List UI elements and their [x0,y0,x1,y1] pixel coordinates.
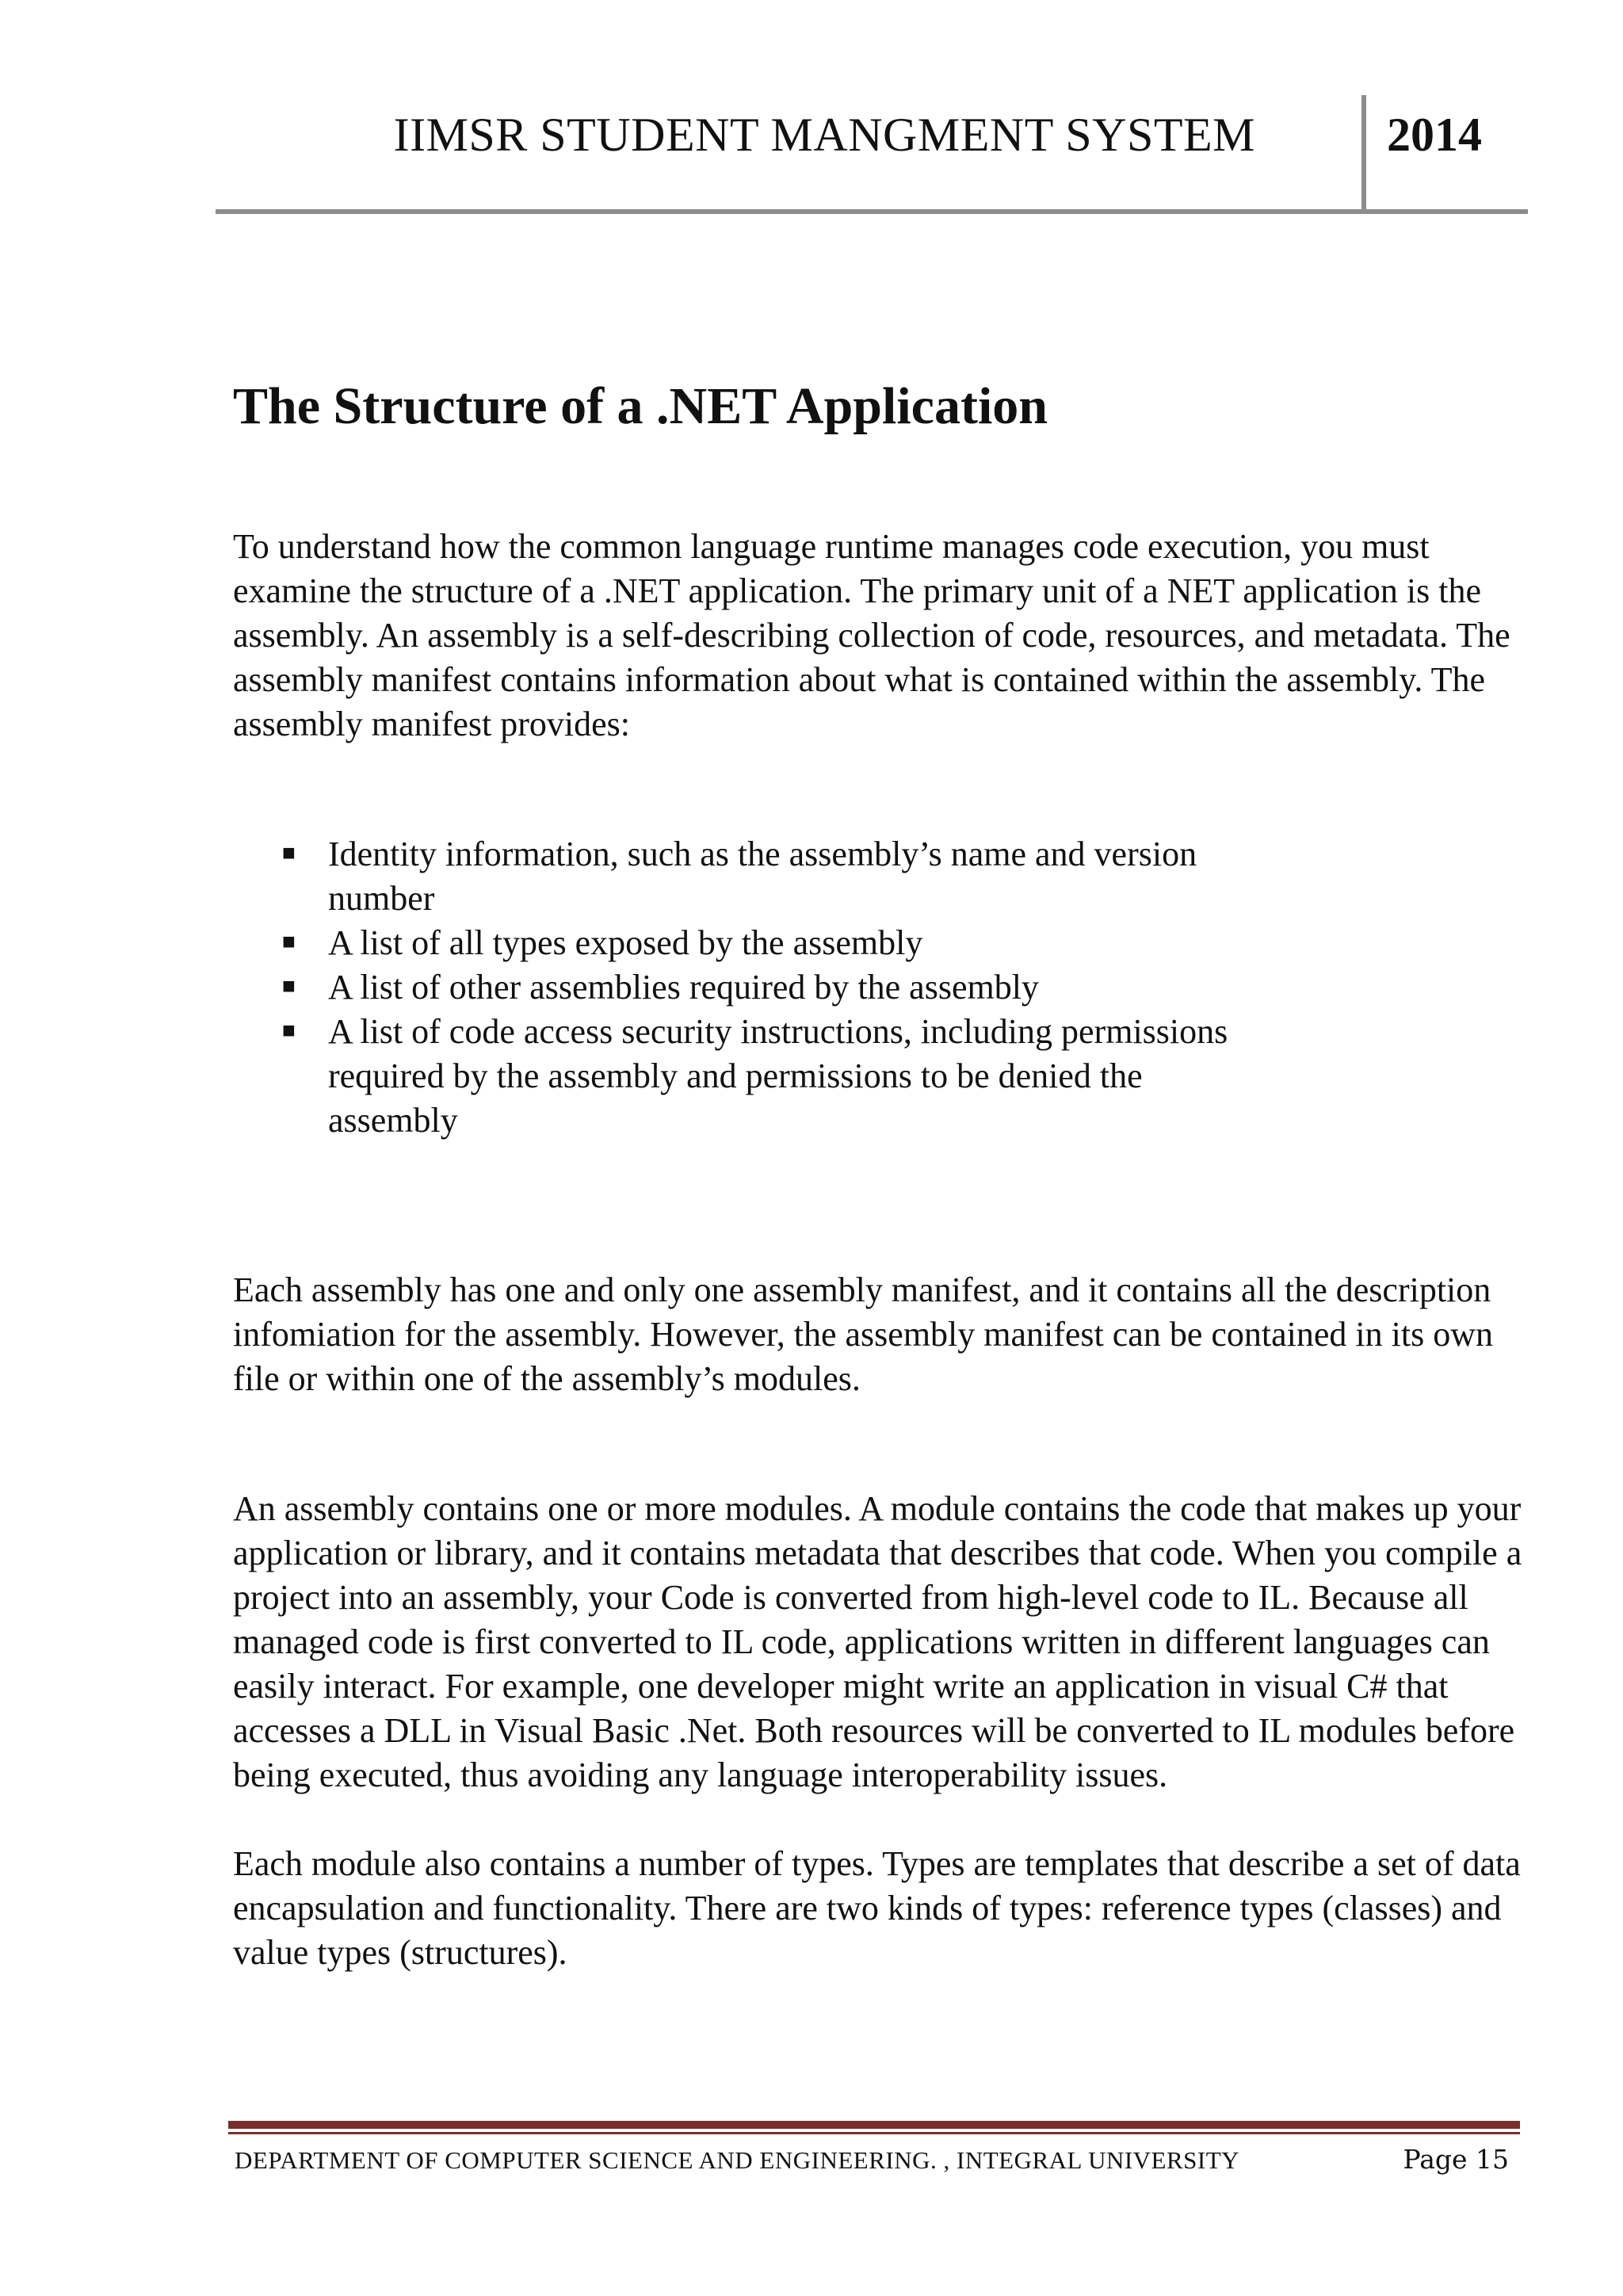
list-item [281,832,1279,921]
page-header [216,94,1528,211]
page-footer [228,2121,1520,2184]
list-item-text: A list of code access security instructions, including permissions required by the assembly and permissions to be denied the assembly [328,1012,1228,1140]
square-bullet-icon: ■ [282,841,296,865]
intro-paragraph: To understand how the common language runtime manages code execution, you must examine the structure of a .NET application. The primary unit of a NET application is the assembly. An assembly is a self-describing collection of code, resources, and metadata. The assembly manifest contains information about what is contained within the assembly. The assembly manifest provides: [233,527,1510,743]
manifest-list [281,832,1279,1143]
list-item-text: Identity information, such as the assembly’s name and version number [328,835,1197,918]
footer-rule-thin [228,2132,1520,2134]
header-rule [216,209,1528,214]
header-year: 2014 [1387,109,1482,161]
types-paragraph: Each module also contains a number of types. Types are templates that describe a set of data encapsulation and functionality. There are two kinds of types: reference types (classes) and value types (structures). [233,1844,1521,1972]
list-item [281,1010,1279,1143]
list-item-text: A list of other assemblies required by the assembly [328,968,1039,1007]
modules-paragraph: An assembly contains one or more modules. A module contains the code that makes up your application or library, and it contains metadata that describes that code. When you compile a project into an assembly, your Code is converted from high-level code to IL. Because all managed code is first converted to IL code, applications written in different languages can easily interact. For example, one developer might write an application in visual C# that accesses a DLL in Visual Basic .Net. Both resources will be converted to IL modules before being executed, thus avoiding any language interoperability issues. [233,1489,1522,1794]
square-bullet-icon: ■ [282,930,296,954]
page-title: The Structure of a .NET Application [233,377,1048,435]
list-item [281,921,1279,965]
list-item [281,965,1279,1010]
footer-department: DEPARTMENT OF COMPUTER SCIENCE AND ENGINEERING. , INTEGRAL UNIVERSITY [235,2146,1240,2174]
page-number: Page 15 [1403,2144,1509,2175]
list-item-text: A list of all types exposed by the assembly [328,923,923,962]
square-bullet-icon: ■ [282,1018,296,1043]
page-body [233,372,1533,1975]
manifest-paragraph: Each assembly has one and only one assembly manifest, and it contains all the description infomiation for the assembly. However, the assembly manifest can be contained in its own file or within one of the assembly’s modules. [233,1270,1493,1398]
footer-rule [228,2121,1520,2129]
header-title: IIMSR STUDENT MANGMENT SYSTEM [393,109,1255,161]
header-divider [1361,95,1366,209]
square-bullet-icon: ■ [282,974,296,999]
